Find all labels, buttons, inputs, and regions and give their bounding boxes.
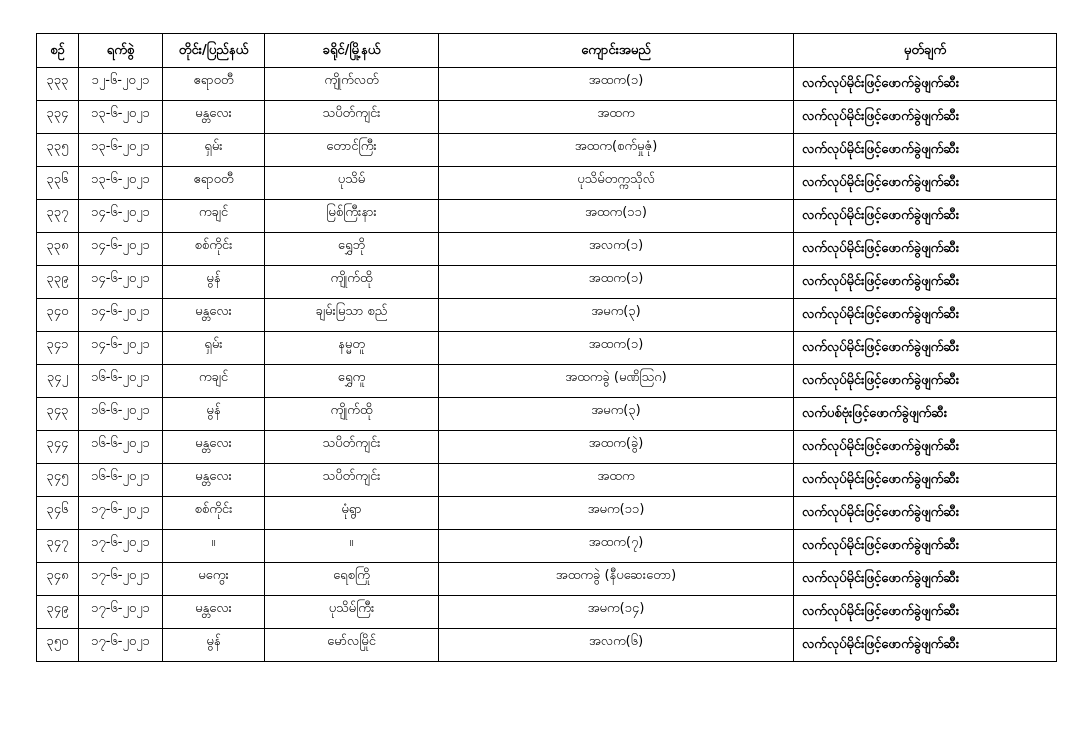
cell-no: ၃၄၀ bbox=[37, 299, 79, 332]
cell-date: ၁၄-၆-၂၀၂၁ bbox=[79, 200, 163, 233]
cell-remark: လက်လုပ်မိုင်းဖြင့်ဖောက်ခွဲဖျက်ဆီး bbox=[794, 233, 1057, 266]
cell-township: မြစ်ကြီးနား bbox=[265, 200, 439, 233]
cell-remark: လက်လုပ်မိုင်းဖြင့်ဖောက်ခွဲဖျက်ဆီး bbox=[794, 68, 1057, 101]
cell-date: ၁၇-၆-၂၀၂၁ bbox=[79, 563, 163, 596]
cell-township: ကျိုက်ထို bbox=[265, 266, 439, 299]
cell-remark: လက်လုပ်မိုင်းဖြင့်ဖောက်ခွဲဖျက်ဆီး bbox=[794, 629, 1057, 662]
cell-date: ၁၇-၆-၂၀၂၁ bbox=[79, 530, 163, 563]
table-header bbox=[37, 34, 1057, 68]
cell-date: ၁၄-၆-၂၀၂၁ bbox=[79, 299, 163, 332]
cell-school: အထက(၁) bbox=[439, 332, 794, 365]
cell-school: အမက(၃) bbox=[439, 398, 794, 431]
cell-region: ဧရာဝတီ bbox=[163, 68, 265, 101]
header-school: ကျောင်းအမည် bbox=[439, 34, 794, 68]
cell-region: ရှမ်း bbox=[163, 134, 265, 167]
cell-township: ကျိုက်ထို bbox=[265, 398, 439, 431]
table-row bbox=[37, 266, 1057, 299]
table-row bbox=[37, 233, 1057, 266]
cell-remark: လက်လုပ်မိုင်းဖြင့်ဖောက်ခွဲဖျက်ဆီး bbox=[794, 332, 1057, 365]
cell-date: ၁၄-၆-၂၀၂၁ bbox=[79, 332, 163, 365]
cell-date: ၁၂-၆-၂၀၂၁ bbox=[79, 68, 163, 101]
cell-school: အထကခွဲ (မဏိဩဂ) bbox=[439, 365, 794, 398]
cell-region: မန္တလေး bbox=[163, 464, 265, 497]
cell-date: ၁၃-၆-၂၀၂၁ bbox=[79, 101, 163, 134]
cell-date: ၁၄-၆-၂၀၂၁ bbox=[79, 233, 163, 266]
cell-region: မန္တလေး bbox=[163, 596, 265, 629]
cell-remark: လက်လုပ်မိုင်းဖြင့်ဖောက်ခွဲဖျက်ဆီး bbox=[794, 497, 1057, 530]
cell-date: ၁၃-၆-၂၀၂၁ bbox=[79, 134, 163, 167]
cell-no: ၃၄၂ bbox=[37, 365, 79, 398]
cell-school: အမက(၁၄) bbox=[439, 596, 794, 629]
cell-region: စစ်ကိုင်း bbox=[163, 497, 265, 530]
cell-school: ပုသိမ်တက္ကသိုလ် bbox=[439, 167, 794, 200]
cell-remark: လက်လုပ်မိုင်းဖြင့်ဖောက်ခွဲဖျက်ဆီး bbox=[794, 596, 1057, 629]
cell-region: ရှမ်း bbox=[163, 332, 265, 365]
cell-school: အထကခွဲ (နီပဆေးတော) bbox=[439, 563, 794, 596]
cell-remark: လက်လုပ်မိုင်းဖြင့်ဖောက်ခွဲဖျက်ဆီး bbox=[794, 200, 1057, 233]
cell-no: ၃၄၁ bbox=[37, 332, 79, 365]
cell-school: အထက(စက်မှုဇုံ) bbox=[439, 134, 794, 167]
header-region: တိုင်း/ပြည်နယ် bbox=[163, 34, 265, 68]
cell-remark: လက်ပစ်ဗုံးဖြင့်ဖောက်ခွဲဖျက်ဆီး bbox=[794, 398, 1057, 431]
cell-no: ၃၃၇ bbox=[37, 200, 79, 233]
cell-no: ၃၃၉ bbox=[37, 266, 79, 299]
document-page bbox=[36, 33, 1056, 662]
cell-school: အမက(၃) bbox=[439, 299, 794, 332]
header-date: ရက်စွဲ bbox=[79, 34, 163, 68]
header-remark: မှတ်ချက် bbox=[794, 34, 1057, 68]
cell-remark: လက်လုပ်မိုင်းဖြင့်ဖောက်ခွဲဖျက်ဆီး bbox=[794, 101, 1057, 134]
cell-region: ဧရာဝတီ bbox=[163, 167, 265, 200]
cell-remark: လက်လုပ်မိုင်းဖြင့်ဖောက်ခွဲဖျက်ဆီး bbox=[794, 530, 1057, 563]
table-row bbox=[37, 365, 1057, 398]
cell-school: အထက(၇) bbox=[439, 530, 794, 563]
cell-township: မော်လမြိုင် bbox=[265, 629, 439, 662]
cell-township: နမ္မတူ bbox=[265, 332, 439, 365]
cell-no: ၃၄၃ bbox=[37, 398, 79, 431]
incident-table bbox=[36, 33, 1057, 662]
cell-region: မကွေး bbox=[163, 563, 265, 596]
table-row bbox=[37, 629, 1057, 662]
cell-region: မန္တလေး bbox=[163, 299, 265, 332]
cell-township: ပုသိမ်ကြီး bbox=[265, 596, 439, 629]
cell-date: ၁၇-၆-၂၀၂၁ bbox=[79, 497, 163, 530]
cell-township: ရွှေဘို bbox=[265, 233, 439, 266]
cell-remark: လက်လုပ်မိုင်းဖြင့်ဖောက်ခွဲဖျက်ဆီး bbox=[794, 299, 1057, 332]
table-row bbox=[37, 134, 1057, 167]
cell-remark: လက်လုပ်မိုင်းဖြင့်ဖောက်ခွဲဖျက်ဆီး bbox=[794, 563, 1057, 596]
cell-no: ၃၃၃ bbox=[37, 68, 79, 101]
table-row bbox=[37, 332, 1057, 365]
cell-date: ၁၄-၆-၂၀၂၁ bbox=[79, 266, 163, 299]
cell-no: ၃၄၇ bbox=[37, 530, 79, 563]
cell-township: ကျိုက်လတ် bbox=[265, 68, 439, 101]
cell-remark: လက်လုပ်မိုင်းဖြင့်ဖောက်ခွဲဖျက်ဆီး bbox=[794, 266, 1057, 299]
table-row bbox=[37, 299, 1057, 332]
cell-remark: လက်လုပ်မိုင်းဖြင့်ဖောက်ခွဲဖျက်ဆီး bbox=[794, 134, 1057, 167]
cell-township: ။ bbox=[265, 530, 439, 563]
cell-region: မွန် bbox=[163, 266, 265, 299]
cell-remark: လက်လုပ်မိုင်းဖြင့်ဖောက်ခွဲဖျက်ဆီး bbox=[794, 431, 1057, 464]
table-row bbox=[37, 398, 1057, 431]
table-row bbox=[37, 530, 1057, 563]
cell-township: ရွှေကူ bbox=[265, 365, 439, 398]
cell-township: မုံရွာ bbox=[265, 497, 439, 530]
cell-region: စစ်ကိုင်း bbox=[163, 233, 265, 266]
cell-date: ၁၆-၆-၂၀၂၁ bbox=[79, 431, 163, 464]
cell-region: ကချင် bbox=[163, 200, 265, 233]
cell-township: တောင်ကြီး bbox=[265, 134, 439, 167]
table-row bbox=[37, 563, 1057, 596]
cell-township: ရေစကြို bbox=[265, 563, 439, 596]
cell-remark: လက်လုပ်မိုင်းဖြင့်ဖောက်ခွဲဖျက်ဆီး bbox=[794, 167, 1057, 200]
cell-school: အထက bbox=[439, 101, 794, 134]
cell-region: မွန် bbox=[163, 629, 265, 662]
cell-region: မန္တလေး bbox=[163, 101, 265, 134]
cell-school: အမက(၁၁) bbox=[439, 497, 794, 530]
cell-date: ၁၇-၆-၂၀၂၁ bbox=[79, 596, 163, 629]
cell-school: အလက(၆) bbox=[439, 629, 794, 662]
header-township: ခရိုင်/မြို့နယ် bbox=[265, 34, 439, 68]
cell-remark: လက်လုပ်မိုင်းဖြင့်ဖောက်ခွဲဖျက်ဆီး bbox=[794, 365, 1057, 398]
cell-region: မန္တလေး bbox=[163, 431, 265, 464]
header-no: စဉ် bbox=[37, 34, 79, 68]
cell-no: ၃၃၈ bbox=[37, 233, 79, 266]
cell-date: ၁၃-၆-၂၀၂၁ bbox=[79, 167, 163, 200]
table-row bbox=[37, 596, 1057, 629]
cell-township: ချမ်းမြသာ စည် bbox=[265, 299, 439, 332]
cell-date: ၁၆-၆-၂၀၂၁ bbox=[79, 365, 163, 398]
table-body bbox=[37, 68, 1057, 662]
cell-school: အထက(၁) bbox=[439, 266, 794, 299]
header-row bbox=[37, 34, 1057, 68]
cell-no: ၃၃၅ bbox=[37, 134, 79, 167]
cell-township: သပိတ်ကျင်း bbox=[265, 101, 439, 134]
cell-township: ပုသိမ် bbox=[265, 167, 439, 200]
cell-region: မွန် bbox=[163, 398, 265, 431]
table-row bbox=[37, 464, 1057, 497]
table-row bbox=[37, 431, 1057, 464]
cell-date: ၁၆-၆-၂၀၂၁ bbox=[79, 464, 163, 497]
table-row bbox=[37, 101, 1057, 134]
cell-no: ၃၄၅ bbox=[37, 464, 79, 497]
table-row bbox=[37, 68, 1057, 101]
cell-no: ၃၄၆ bbox=[37, 497, 79, 530]
cell-remark: လက်လုပ်မိုင်းဖြင့်ဖောက်ခွဲဖျက်ဆီး bbox=[794, 464, 1057, 497]
cell-school: အထက bbox=[439, 464, 794, 497]
cell-no: ၃၅၀ bbox=[37, 629, 79, 662]
cell-township: သပိတ်ကျင်း bbox=[265, 431, 439, 464]
cell-school: အထက(၁၁) bbox=[439, 200, 794, 233]
cell-township: သပိတ်ကျင်း bbox=[265, 464, 439, 497]
table-row bbox=[37, 200, 1057, 233]
cell-school: အလက(၁) bbox=[439, 233, 794, 266]
table-row bbox=[37, 497, 1057, 530]
cell-no: ၃၄၄ bbox=[37, 431, 79, 464]
cell-school: အထက(၁) bbox=[439, 68, 794, 101]
cell-no: ၃၄၈ bbox=[37, 563, 79, 596]
cell-no: ၃၄၉ bbox=[37, 596, 79, 629]
cell-date: ၁၆-၆-၂၀၂၁ bbox=[79, 398, 163, 431]
cell-school: အထက(ခွဲ) bbox=[439, 431, 794, 464]
cell-date: ၁၇-၆-၂၀၂၁ bbox=[79, 629, 163, 662]
cell-region: ။ bbox=[163, 530, 265, 563]
cell-no: ၃၃၄ bbox=[37, 101, 79, 134]
cell-region: ကချင် bbox=[163, 365, 265, 398]
cell-no: ၃၃၆ bbox=[37, 167, 79, 200]
table-row bbox=[37, 167, 1057, 200]
